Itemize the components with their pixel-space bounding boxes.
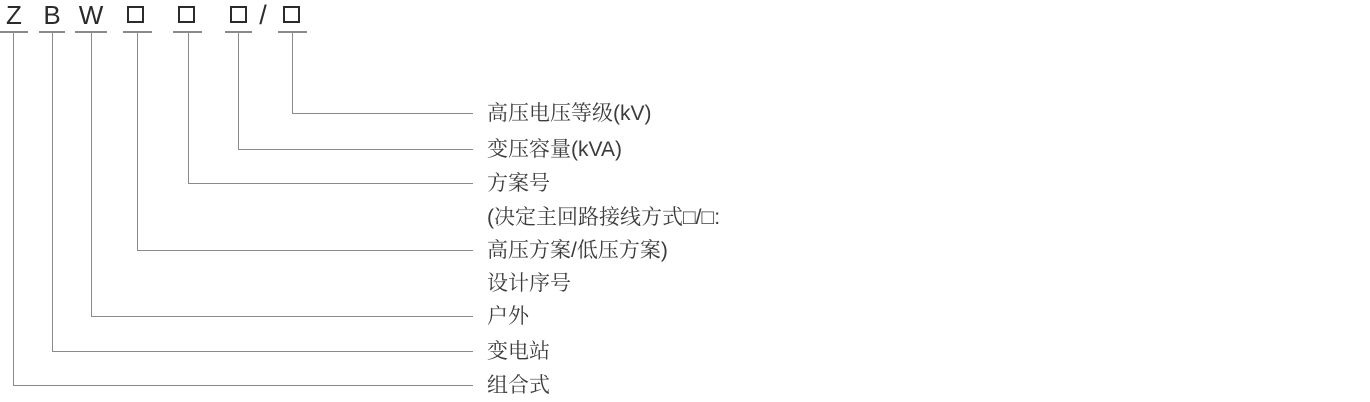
label-scheme-note-line-1: (决定主回路接线方式□/□: bbox=[487, 206, 721, 229]
code-box-2-icon bbox=[178, 6, 195, 23]
label-hv-voltage-level: 高压电压等级(kV) bbox=[487, 102, 652, 125]
label-substation: 变电站 bbox=[487, 340, 550, 363]
code-letter-z: Z bbox=[6, 0, 22, 30]
code-letter-b: B bbox=[43, 0, 61, 30]
label-scheme-number: 方案号 bbox=[487, 172, 550, 195]
code-box-3-icon bbox=[230, 6, 247, 23]
code-letter-w: W bbox=[78, 0, 104, 30]
code-box-4-icon bbox=[283, 6, 300, 23]
label-combined-type: 组合式 bbox=[487, 374, 550, 397]
code-box-1-icon bbox=[127, 6, 144, 23]
connector-z-to-combined bbox=[13, 32, 473, 386]
label-outdoor: 户外 bbox=[487, 305, 529, 328]
code-separator-slash: / bbox=[259, 0, 267, 30]
label-transformer-capacity: 变压容量(kVA) bbox=[487, 138, 622, 161]
label-design-serial-number: 设计序号 bbox=[487, 272, 571, 295]
label-scheme-note-line-2: 高压方案/低压方案) bbox=[487, 239, 668, 262]
